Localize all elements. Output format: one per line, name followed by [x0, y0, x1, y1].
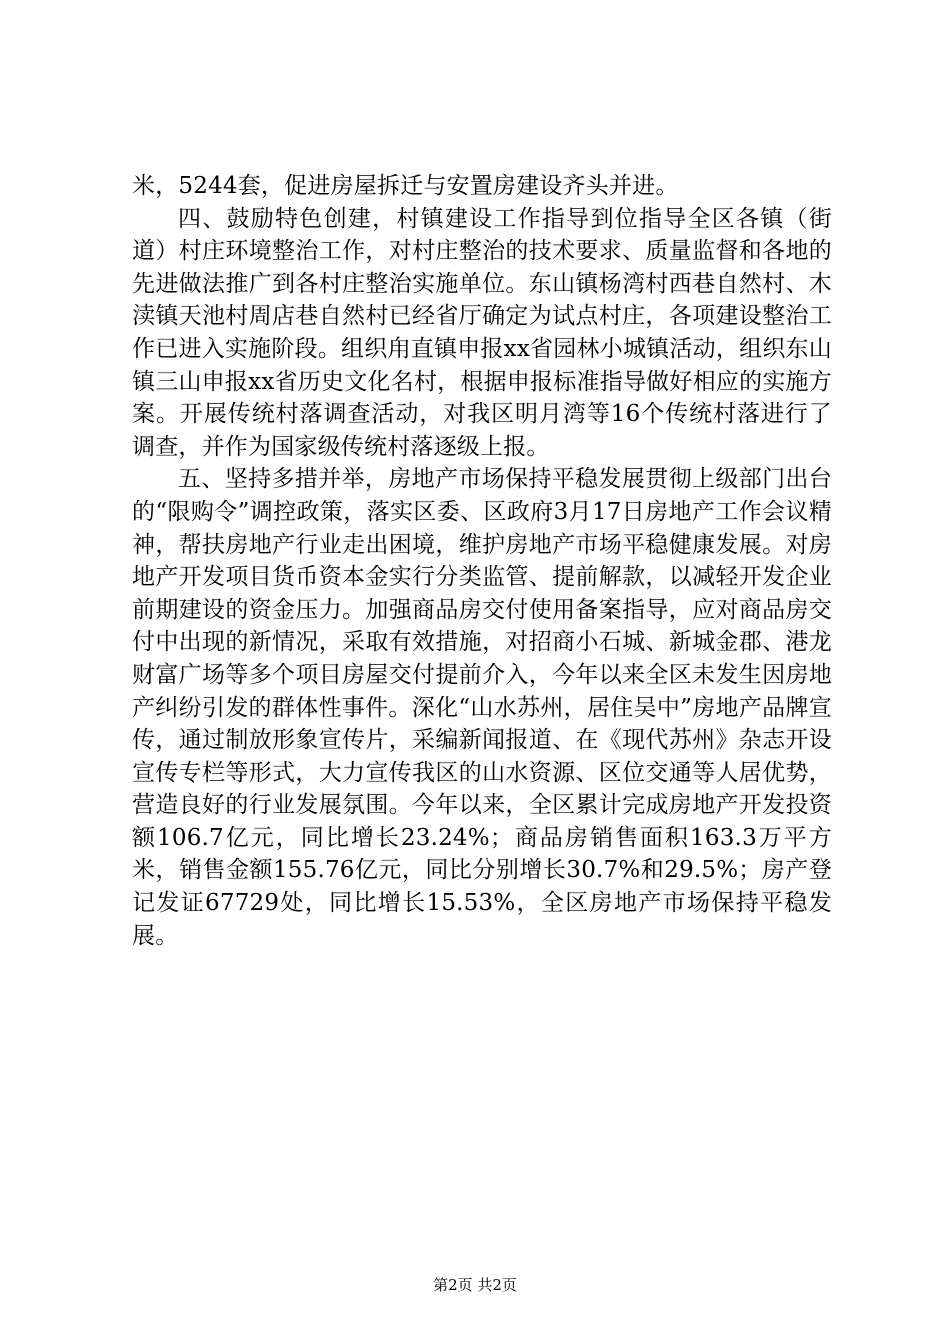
page-footer: 第2页 共2页: [433, 1276, 517, 1294]
document-body: [132, 170, 832, 952]
paragraph-section-four: 四、鼓励特色创建，村镇建设工作指导到位指导全区各镇（街道）村庄环境整治工作，对村庄整治的技术要求、质量监督和各地的先进做法推广到各村庄整治实施单位。东山镇杨湾村西巷自然村、木渎镇天池村周店巷自然村已经省厅确定为试点村庄，各项建设整治工作已进入实施阶段。组织甪直镇申报xx省园林小城镇活动，组织东山镇三山申报xx省历史文化名村，根据申报标准指导做好相应的实施方案。开展传统村落调查活动，对我区明月湾等16个传统村落进行了调查，并作为国家级传统村落逐级上报。: [132, 205, 832, 460]
paragraph-continuation: 米，5244套，促进房屋拆迁与安置房建设齐头并进。: [132, 173, 679, 199]
paragraph-section-five: 五、坚持多措并举，房地产市场保持平稳发展贯彻上级部门出台的“限购令”调控政策，落实区委、区政府3月17日房地产工作会议精神，帮扶房地产行业走出困境，维护房地产市场平稳健康发展。对房地产开发项目货币资本金实行分类监管、提前解款，以减轻开发企业前期建设的资金压力。加强商品房交付使用备案指导，应对商品房交付中出现的新情况，采取有效措施，对招商小石城、新城金郡、港龙财富广场等多个项目房屋交付提前介入，今年以来全区未发生因房地产纠纷引发的群体性事件。深化“山水苏州，居住吴中”房地产品牌宣传，通过制放形象宣传片，采编新闻报道、在《现代苏州》杂志开设宣传专栏等形式，大力宣传我区的山水资源、区位交通等人居优势，营造良好的行业发展氛围。今年以来，全区累计完成房地产开发投资额106.7亿元，同比增长23.24%；商品房销售面积163.3万平方米，销售金额155.76亿元，同比分别增长30.7%和29.5%；房产登记发证67729处，同比增长15.53%，全区房地产市场保持平稳发展。: [132, 466, 832, 949]
